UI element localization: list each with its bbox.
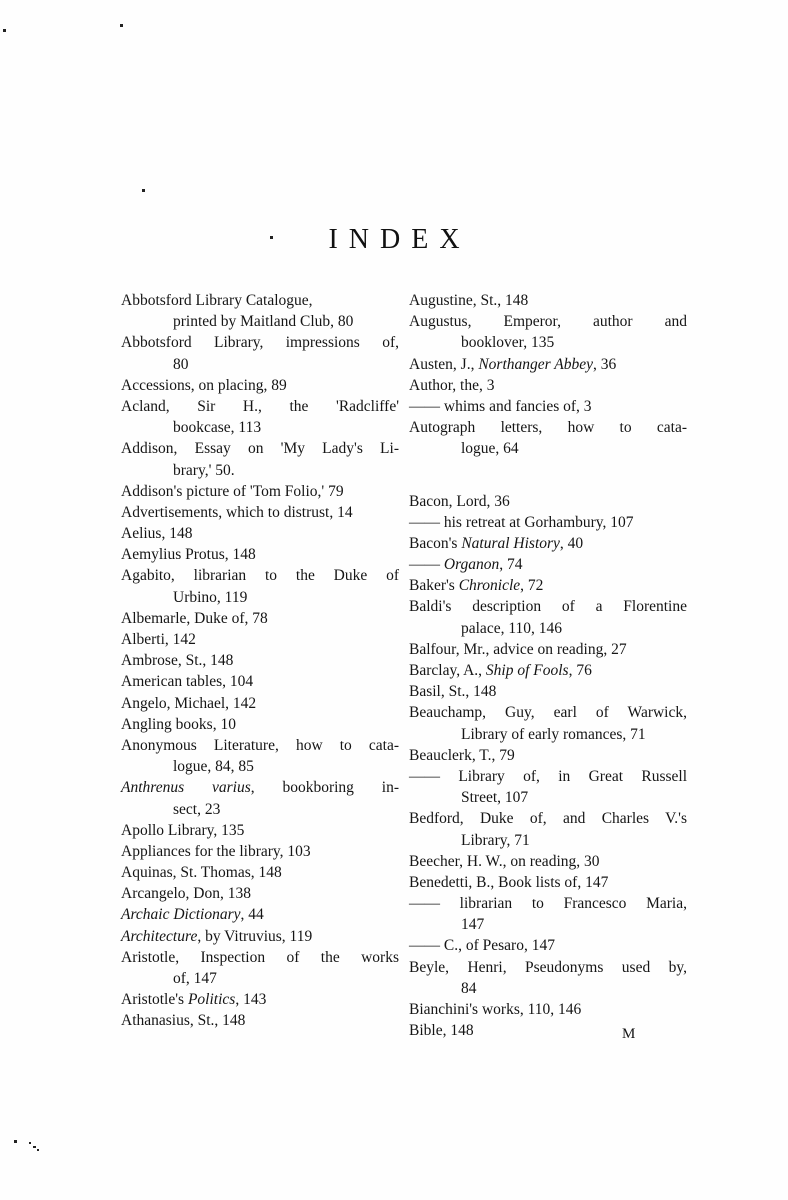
scan-speckle: [33, 1146, 36, 1148]
index-text: Baldi's description of a Florentine: [409, 598, 687, 616]
index-text: Abbotsford Library, impressions of,: [121, 334, 399, 352]
index-line: [409, 935, 687, 956]
index-line: [409, 787, 687, 808]
index-text: Appliances for the library, 103: [121, 842, 311, 860]
index-line: [409, 978, 687, 999]
index-line: [121, 502, 399, 523]
index-text: ——: [409, 556, 444, 574]
index-line: [409, 618, 687, 639]
index-text-italic: Politics: [187, 991, 236, 1009]
index-column-right: [409, 290, 687, 1041]
index-text: logue, 64: [461, 440, 519, 458]
index-text-italic: Anthrenus varius: [121, 779, 251, 797]
index-text: , 44: [240, 906, 264, 924]
index-text: palace, 110, 146: [461, 619, 562, 637]
index-text: Athanasius, St., 148: [121, 1012, 246, 1030]
index-line: [121, 862, 399, 883]
index-text: Aquinas, St. Thomas, 148: [121, 864, 282, 882]
index-text: Abbotsford Library Catalogue,: [121, 292, 313, 309]
index-line: [121, 883, 399, 904]
index-line: [121, 968, 399, 989]
index-text: —— his retreat at Gorhambury, 107: [409, 513, 634, 531]
index-line: [409, 914, 687, 935]
scan-speckle: [14, 1140, 17, 1143]
index-line: [121, 375, 399, 396]
index-line: [409, 311, 687, 332]
index-text: of, 147: [173, 970, 217, 987]
index-text: Author, the, 3: [409, 376, 495, 394]
index-text: brary,' 50.: [173, 461, 235, 479]
index-line: [121, 332, 399, 353]
index-text: 80: [173, 355, 189, 373]
index-text: Bible, 148: [409, 1022, 474, 1040]
index-line: [409, 1020, 687, 1041]
index-line: [409, 417, 687, 438]
signature-mark: M: [622, 1026, 636, 1042]
index-text: Advertisements, which to distrust, 14: [121, 503, 353, 521]
index-text: , 76: [568, 662, 592, 679]
scan-speckle: [3, 29, 6, 32]
index-line: [409, 332, 687, 353]
index-text: —— Library of, in Great Russell: [409, 767, 687, 785]
index-line: [121, 396, 399, 417]
index-text: Aristotle, Inspection of the works: [121, 948, 399, 966]
index-text: Aemylius Protus, 148: [121, 546, 256, 564]
index-text: Aristotle's: [121, 991, 188, 1009]
index-line: [121, 481, 399, 502]
index-text: Angelo, Michael, 142: [121, 694, 257, 712]
index-line: [121, 608, 399, 629]
index-line: [121, 354, 399, 375]
index-text: , 72: [520, 577, 544, 595]
page-title: INDEX: [328, 224, 471, 255]
index-text: , by Vitruvius, 119: [197, 927, 313, 945]
index-text: , 36: [593, 355, 617, 373]
index-line: [121, 989, 399, 1010]
index-text: Albemarle, Duke of, 78: [121, 609, 268, 627]
index-line: [409, 396, 687, 417]
index-line: [121, 290, 399, 311]
index-line: [409, 808, 687, 829]
index-line: [121, 904, 399, 925]
index-line: [409, 724, 687, 745]
index-text: Aelius, 148: [121, 525, 193, 543]
index-line: [409, 575, 687, 596]
index-line: [409, 491, 687, 512]
index-line: [121, 1010, 399, 1031]
index-text: Beecher, H. W., on reading, 30: [409, 852, 600, 870]
index-line: [121, 523, 399, 544]
index-text: Acland, Sir H., the 'Radcliffe': [121, 397, 399, 415]
index-text: booklover, 135: [461, 334, 555, 352]
index-text-italic: Northanger Abbey: [478, 355, 593, 373]
index-text: Street, 107: [461, 789, 529, 807]
index-line: [409, 533, 687, 554]
index-line: [121, 565, 399, 586]
index-line: [121, 799, 399, 820]
index-line: [409, 639, 687, 660]
index-line: [121, 311, 399, 332]
index-text: Basil, St., 148: [409, 683, 497, 701]
index-text: Bedford, Duke of, and Charles V.'s: [409, 810, 687, 828]
index-text-italic: Archaic Dictionary: [121, 906, 241, 924]
index-text: , 143: [235, 991, 267, 1009]
index-text: logue, 84, 85: [173, 758, 254, 776]
index-text: Barclay, A.,: [409, 662, 486, 679]
index-text: Alberti, 142: [121, 631, 196, 648]
index-text: American tables, 104: [121, 673, 254, 691]
index-line: [409, 702, 687, 723]
index-line: [409, 375, 687, 396]
index-line: [409, 596, 687, 617]
index-text: Ambrose, St., 148: [121, 652, 234, 670]
index-line: [409, 893, 687, 914]
index-line: [121, 714, 399, 735]
index-text: —— C., of Pesaro, 147: [409, 937, 555, 955]
index-text-italic: Organon: [443, 556, 500, 574]
index-line: [409, 660, 687, 681]
section-gap: [409, 460, 687, 491]
index-text-italic: Natural History: [461, 534, 560, 552]
index-text: bookcase, 113: [173, 419, 262, 437]
index-text: Anonymous Literature, how to cata-: [121, 736, 399, 754]
index-line: [409, 512, 687, 533]
index-text: , 40: [559, 534, 584, 552]
index-text: Apollo Library, 135: [121, 821, 245, 839]
index-text: , bookboring in-: [250, 779, 399, 797]
index-line: [121, 587, 399, 608]
index-text: Austen, J.,: [409, 355, 479, 373]
index-line: [409, 766, 687, 787]
index-text-italic: Ship of Fools: [485, 662, 569, 679]
index-line: [409, 957, 687, 978]
index-text: Beauclerk, T., 79: [409, 746, 515, 764]
index-text: Benedetti, B., Book lists of, 147: [409, 873, 609, 891]
index-line: [121, 671, 399, 692]
index-text: —— whims and fancies of, 3: [409, 397, 592, 415]
index-text: —— librarian to Francesco Maria,: [409, 895, 687, 913]
index-text: Agabito, librarian to the Duke of: [121, 567, 399, 585]
index-text: Bianchini's works, 110, 146: [409, 1001, 582, 1018]
index-line: [121, 544, 399, 565]
scan-speckle: [29, 1142, 31, 1144]
index-line: [409, 851, 687, 872]
index-line: [121, 926, 399, 947]
index-text-italic: Architecture: [121, 927, 198, 945]
index-line: [121, 629, 399, 650]
index-text: Urbino, 119: [173, 588, 248, 606]
index-text: , 74: [499, 556, 523, 574]
index-text: Beyle, Henri, Pseudonyms used by,: [409, 958, 687, 976]
index-text-italic: Chronicle: [458, 577, 521, 595]
index-line: [409, 681, 687, 702]
index-column-left: [121, 290, 399, 1032]
index-text: Balfour, Mr., advice on reading, 27: [409, 640, 627, 658]
index-text: Bacon, Lord, 36: [409, 492, 510, 510]
index-line: [409, 554, 687, 575]
index-line: [121, 820, 399, 841]
index-line: [121, 947, 399, 968]
index-text: Accessions, on placing, 89: [121, 376, 287, 394]
index-line: [409, 438, 687, 459]
index-line: [121, 650, 399, 671]
index-line: [121, 460, 399, 481]
index-text: 84: [461, 979, 477, 997]
index-text: Library, 71: [461, 831, 530, 849]
index-text: Augustus, Emperor, author and: [409, 313, 687, 331]
index-text: sect, 23: [173, 800, 221, 818]
index-text: Library of early romances, 71: [461, 725, 646, 743]
index-text: Augustine, St., 148: [409, 292, 529, 309]
index-line: [121, 417, 399, 438]
index-text: Angling books, 10: [121, 715, 236, 733]
index-line: [121, 693, 399, 714]
index-text: Addison, Essay on 'My Lady's Li-: [121, 440, 399, 458]
index-text: Autograph letters, how to cata-: [409, 419, 687, 437]
index-line: [409, 354, 687, 375]
scan-speckle: [142, 189, 145, 192]
scan-speckle: [120, 24, 123, 27]
index-line: [409, 830, 687, 851]
index-text: Bacon's: [409, 534, 462, 552]
index-text: Baker's: [409, 577, 459, 595]
index-line: [409, 999, 687, 1020]
index-line: [409, 745, 687, 766]
index-line: [121, 756, 399, 777]
index-text: Beauchamp, Guy, earl of Warwick,: [409, 704, 687, 722]
index-line: [121, 438, 399, 459]
index-text: 147: [461, 916, 485, 934]
index-text: Arcangelo, Don, 138: [121, 885, 251, 903]
index-text: Addison's picture of 'Tom Folio,' 79: [121, 482, 344, 500]
scan-speckle: [37, 1149, 39, 1151]
index-text: printed by Maitland Club, 80: [173, 313, 354, 331]
index-line: [409, 290, 687, 311]
index-line: [121, 841, 399, 862]
index-line: [121, 735, 399, 756]
index-line: [409, 872, 687, 893]
index-line: [121, 777, 399, 798]
